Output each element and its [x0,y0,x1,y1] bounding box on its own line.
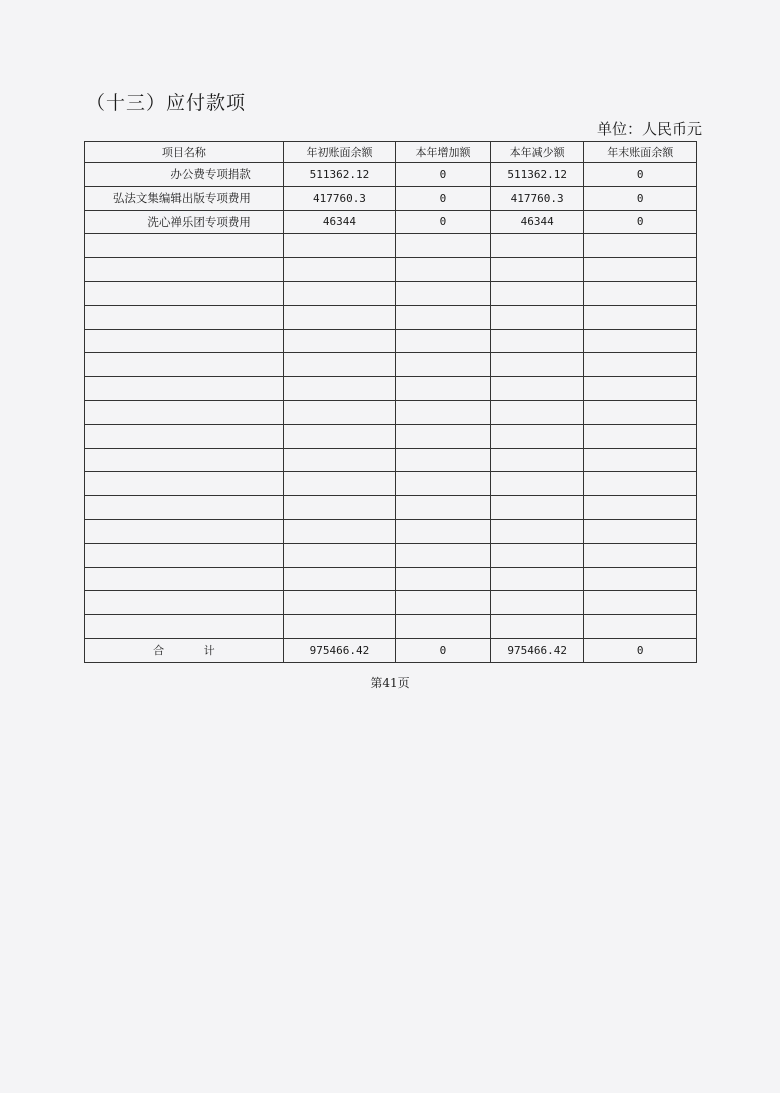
col-header-increase: 本年增加额 [396,142,491,163]
total-closing-balance: 0 [584,638,697,662]
empty-row [85,543,697,567]
table-row [85,163,697,187]
row-increase: 0 [396,210,491,234]
unit-label: 单位：人民币元 [596,120,702,138]
empty-row [85,281,697,305]
col-header-closing-balance: 年末账面余额 [584,142,697,163]
row-closing-balance: 0 [584,163,697,187]
table-row [85,186,697,210]
empty-row [85,496,697,520]
empty-row [85,615,697,639]
row-opening-balance: 511362.12 [283,163,395,187]
table-row [85,210,697,234]
row-increase: 0 [396,163,491,187]
payables-table [84,141,697,663]
empty-row [85,258,697,282]
row-increase: 0 [396,186,491,210]
empty-row [85,353,697,377]
row-item-name: 弘法文集编辑出版专项费用 [85,186,284,210]
total-decrease: 975466.42 [490,638,584,662]
row-decrease: 46344 [490,210,584,234]
empty-row [85,234,697,258]
total-label: 合 计 [85,638,284,662]
empty-row [85,519,697,543]
empty-row [85,448,697,472]
row-decrease: 511362.12 [490,163,584,187]
row-closing-balance: 0 [584,186,697,210]
empty-row [85,377,697,401]
empty-row [85,591,697,615]
empty-row [85,472,697,496]
table-header-row [85,142,697,163]
empty-row [85,424,697,448]
row-opening-balance: 46344 [283,210,395,234]
section-heading: （十三）应付款项 [86,92,247,114]
page-number: 第41页 [370,676,410,690]
row-item-name: 洗心禅乐团专项费用 [85,210,284,234]
empty-row [85,329,697,353]
empty-row [85,567,697,591]
total-opening-balance: 975466.42 [283,638,395,662]
col-header-item-name: 项目名称 [85,142,284,163]
col-header-opening-balance: 年初账面余额 [283,142,395,163]
empty-row [85,305,697,329]
col-header-decrease: 本年减少额 [490,142,584,163]
row-opening-balance: 417760.3 [283,186,395,210]
total-increase: 0 [396,638,491,662]
total-row [85,638,697,662]
row-closing-balance: 0 [584,210,697,234]
row-item-name: 办公费专项捐款 [85,163,284,187]
empty-row [85,400,697,424]
row-decrease: 417760.3 [490,186,584,210]
